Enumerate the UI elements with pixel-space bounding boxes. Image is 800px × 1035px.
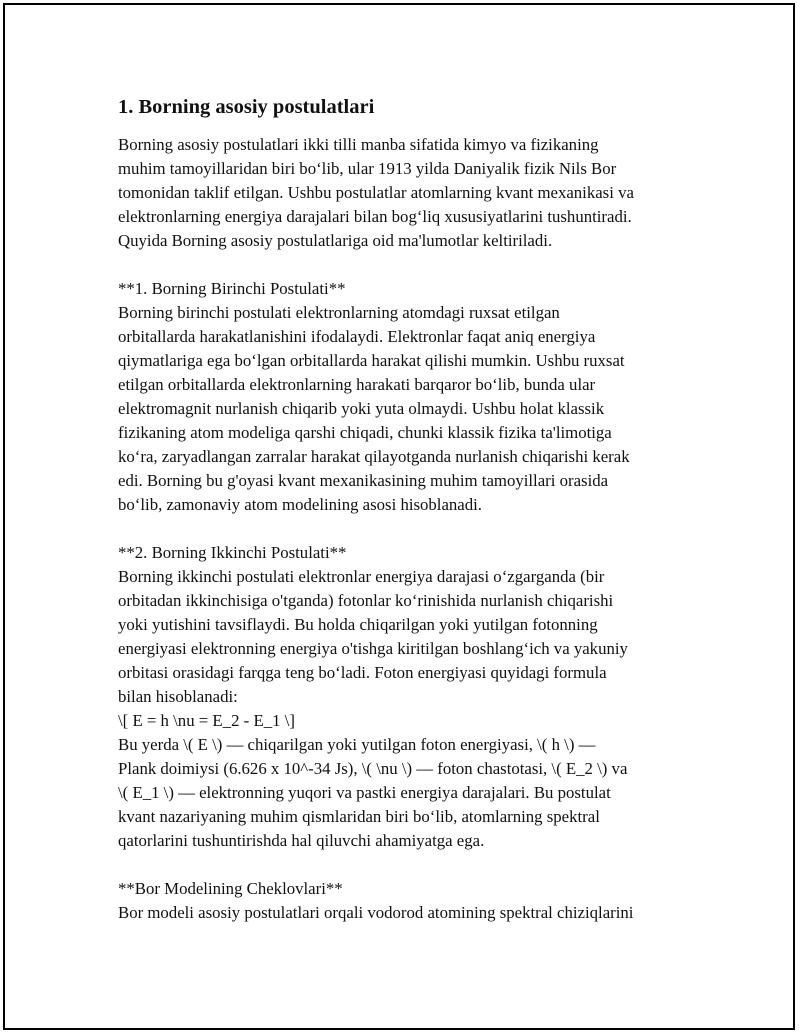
text-line: kvant nazariyaning muhim qismlaridan biri bo‘lib, atomlarning spektral xyxy=(118,807,600,826)
text-line: fizikaning atom modeliga qarshi chiqadi, chunki klassik fizika ta'limotiga xyxy=(118,423,612,442)
text-line: tomonidan taklif etilgan. Ushbu postulatlar atomlarning kvant mexanikasi va xyxy=(118,183,634,202)
text-line: bilan hisoblanadi: xyxy=(118,687,238,706)
text-line: ko‘ra, zaryadlangan zarralar harakat qilayotganda nurlanish chiqarishi kerak xyxy=(118,447,630,466)
page-title: 1. Borning asosiy postulatlari xyxy=(118,96,375,118)
text-line: Borning asosiy postulatlari ikki tilli manba sifatida kimyo va fizikaning xyxy=(118,135,599,154)
text-line: orbitasi orasidagi farqga teng bo‘ladi. Foton energiyasi quyidagi formula xyxy=(118,663,607,682)
spacer xyxy=(118,517,694,541)
text-line: edi. Borning bu g'oyasi kvant mexanikasining muhim tamoyillari orasida xyxy=(118,471,609,490)
text-line: muhim tamoyillaridan biri bo‘lib, ular 1913 yilda Daniyalik fizik Nils Bor xyxy=(118,159,617,178)
text-line: Borning birinchi postulati elektronlarning atomdagi ruxsat etilgan xyxy=(118,303,560,322)
text-line: Quyida Borning asosiy postulatlariga oid ma'lumotlar keltiriladi. xyxy=(118,231,553,250)
text-line: yoki yutishini tavsiflaydi. Bu holda chiqarilgan yoki yutilgan fotonning xyxy=(118,615,598,634)
formula-line: \[ E = h \nu = E_2 - E_1 \] xyxy=(118,711,295,730)
text-line: orbitallarda harakatlanishini ifodalaydi. Elektronlar faqat aniq energiya xyxy=(118,327,596,346)
document-body xyxy=(118,94,694,925)
text-line: etilgan orbitallarda elektronlarning harakati barqaror bo‘lib, bunda ular xyxy=(118,375,596,394)
text-line: bo‘lib, zamonaviy atom modelining asosi hisoblanadi. xyxy=(118,495,483,514)
section-heading-second-postulate: **2. Borning Ikkinchi Postulati** xyxy=(118,543,347,562)
spacer xyxy=(118,853,694,877)
text-line: energiyasi elektronning energiya o'tishga kiritilgan boshlang‘ich va yakuniy xyxy=(118,639,628,658)
text-line: elektronlarning energiya darajalari bilan bog‘liq xususiyatlarini tushuntiradi. xyxy=(118,207,632,226)
text-line: Bu yerda \( E \) — chiqarilgan yoki yutilgan foton energiyasi, \( h \) — xyxy=(118,735,596,754)
text-line: Plank doimiysi (6.626 x 10^-34 Js), \( \nu \) — foton chastotasi, \( E_2 \) va xyxy=(118,759,628,778)
spacer xyxy=(118,253,694,277)
text-line: qatorlarini tushuntirishda hal qiluvchi ahamiyatga ega. xyxy=(118,831,485,850)
intro-paragraph xyxy=(118,133,694,925)
text-line: Bor modeli asosiy postulatlari orqali vodorod atomining spektral chiziqlarini xyxy=(118,903,634,922)
section-heading-limitations: **Bor Modelining Cheklovlari** xyxy=(118,879,343,898)
text-line: qiymatlariga ega bo‘lgan orbitallarda harakat qilishi mumkin. Ushbu ruxsat xyxy=(118,351,625,370)
section-heading-first-postulate: **1. Borning Birinchi Postulati** xyxy=(118,279,346,298)
text-line: Borning ikkinchi postulati elektronlar energiya darajasi o‘zgarganda (bir xyxy=(118,567,605,586)
text-line: \( E_1 \) — elektronning yuqori va pastki energiya darajalari. Bu postulat xyxy=(118,783,611,802)
text-line: elektromagnit nurlanish chiqarib yoki yuta olmaydi. Ushbu holat klassik xyxy=(118,399,605,418)
text-line: orbitadan ikkinchisiga o'tganda) fotonlar ko‘rinishida nurlanish chiqarishi xyxy=(118,591,614,610)
